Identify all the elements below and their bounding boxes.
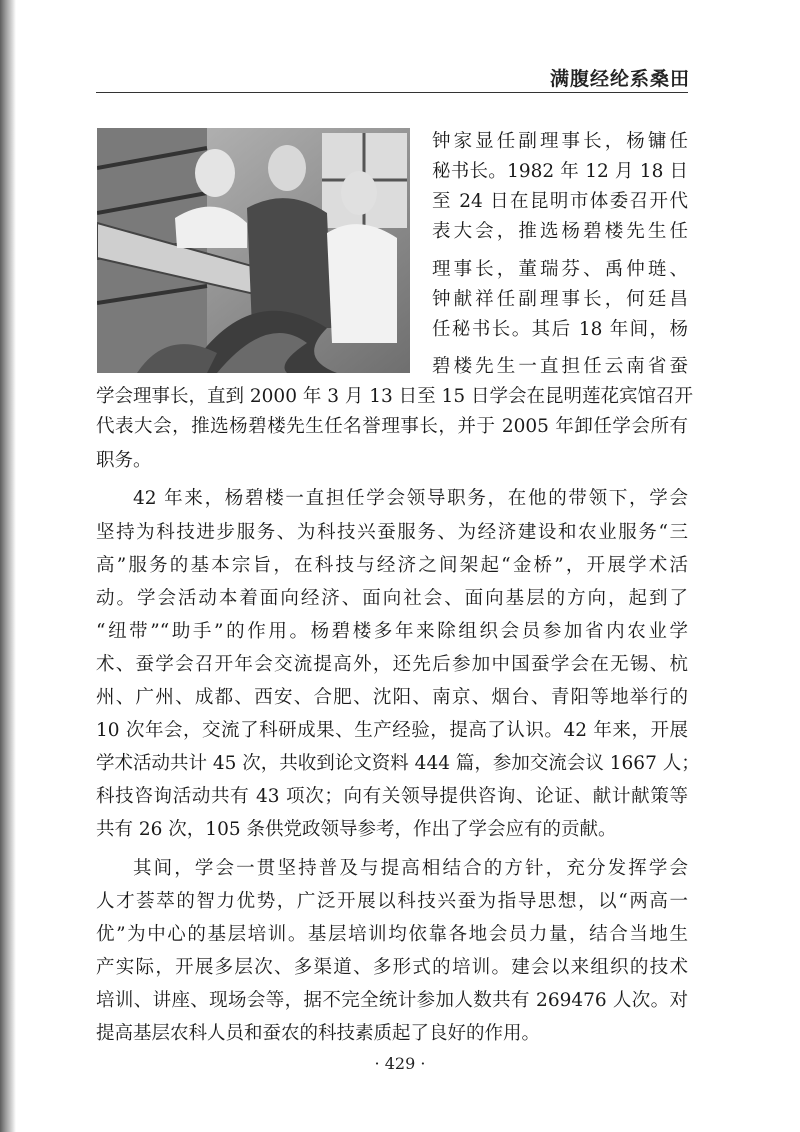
body-text-line: 产实际，开展多层次、多渠道、多形式的培训。建会以来组织的技术 [96, 957, 688, 978]
body-text-line: 钟家显任副理事长，杨镛任 [432, 131, 688, 152]
body-text-line: 至 24 日在昆明市体委召开代 [432, 191, 688, 212]
body-text-line: 高”服务的基本宗旨，在科技与经济之间架起“金桥”，开展学术活 [96, 555, 688, 576]
running-header-title: 满腹经纶系桑田 [549, 68, 690, 90]
body-text-line: 共有 26 次，105 条供党政领导参考，作出了学会应有的贡献。 [96, 819, 617, 840]
body-text-line: 人才荟萃的智力优势，广泛开展以科技兴蚕为指导思想，以“两高一 [96, 891, 688, 912]
photo-silkworm-inspection [97, 128, 410, 373]
book-spine-shadow [0, 0, 16, 1132]
body-text-line: 科技咨询活动共有 43 项次；向有关领导提供咨询、论证、献计献策等 [96, 786, 688, 807]
body-text-line: 理事长，董瑞芬、禹仲琏、 [432, 259, 688, 280]
body-text-line: 碧楼先生一直担任云南省蚕 [432, 356, 688, 377]
body-text-line: 钟献祥任副理事长，何廷昌 [432, 289, 688, 310]
body-text-line: 秘书长。1982 年 12 月 18 日 [432, 161, 688, 182]
body-text-line: 坚持为科技进步服务、为科技兴蚕服务、为经济建设和农业服务“三 [96, 522, 688, 543]
body-text-line: 表大会，推选杨碧楼先生任 [432, 221, 688, 242]
body-text-line: 代表大会，推选杨碧楼先生任名誉理事长，并于 2005 年卸任学会所有 [96, 416, 688, 437]
body-text-line: 术、蚕学会召开年会交流提高外，还先后参加中国蚕学会在无锡、杭 [96, 654, 688, 675]
body-text-line: 10 次年会，交流了科研成果、生产经验，提高了认识。42 年来，开展 [96, 720, 688, 741]
body-text-line: 培训、讲座、现场会等，据不完全统计参加人数共有 269476 人次。对 [96, 990, 688, 1011]
body-text-line: 州、广州、成都、西安、合肥、沈阳、南京、烟台、青阳等地举行的 [96, 687, 688, 708]
body-text-line: 优”为中心的基层培训。基层培训均依靠各地会员力量，结合当地生 [96, 924, 688, 945]
body-text-line: “纽带”“助手”的作用。杨碧楼多年来除组织会员参加省内农业学 [96, 621, 688, 642]
body-text-line: 任秘书长。其后 18 年间，杨 [432, 319, 688, 340]
body-text-line: 42 年来，杨碧楼一直担任学会领导职务，在他的带领下，学会 [133, 488, 688, 509]
body-text-line: 学术活动共计 45 次，共收到论文资料 444 篇，参加交流会议 1667 人； [96, 753, 700, 774]
page-number: · 429 · [374, 1054, 426, 1073]
body-text-line: 学会理事长，直到 2000 年 3 月 13 日至 15 日学会在昆明莲花宾馆召开 [96, 386, 693, 407]
body-text-line: 提高基层农科人员和蚕农的科技素质起了良好的作用。 [96, 1023, 541, 1044]
body-text-line: 其间，学会一贯坚持普及与提高相结合的方针，充分发挥学会 [133, 858, 688, 879]
body-text-line: 职务。 [96, 450, 152, 471]
body-text-line: 动。学会活动本着面向经济、面向社会、面向基层的方向，起到了 [96, 588, 688, 609]
header-rule [96, 92, 688, 93]
